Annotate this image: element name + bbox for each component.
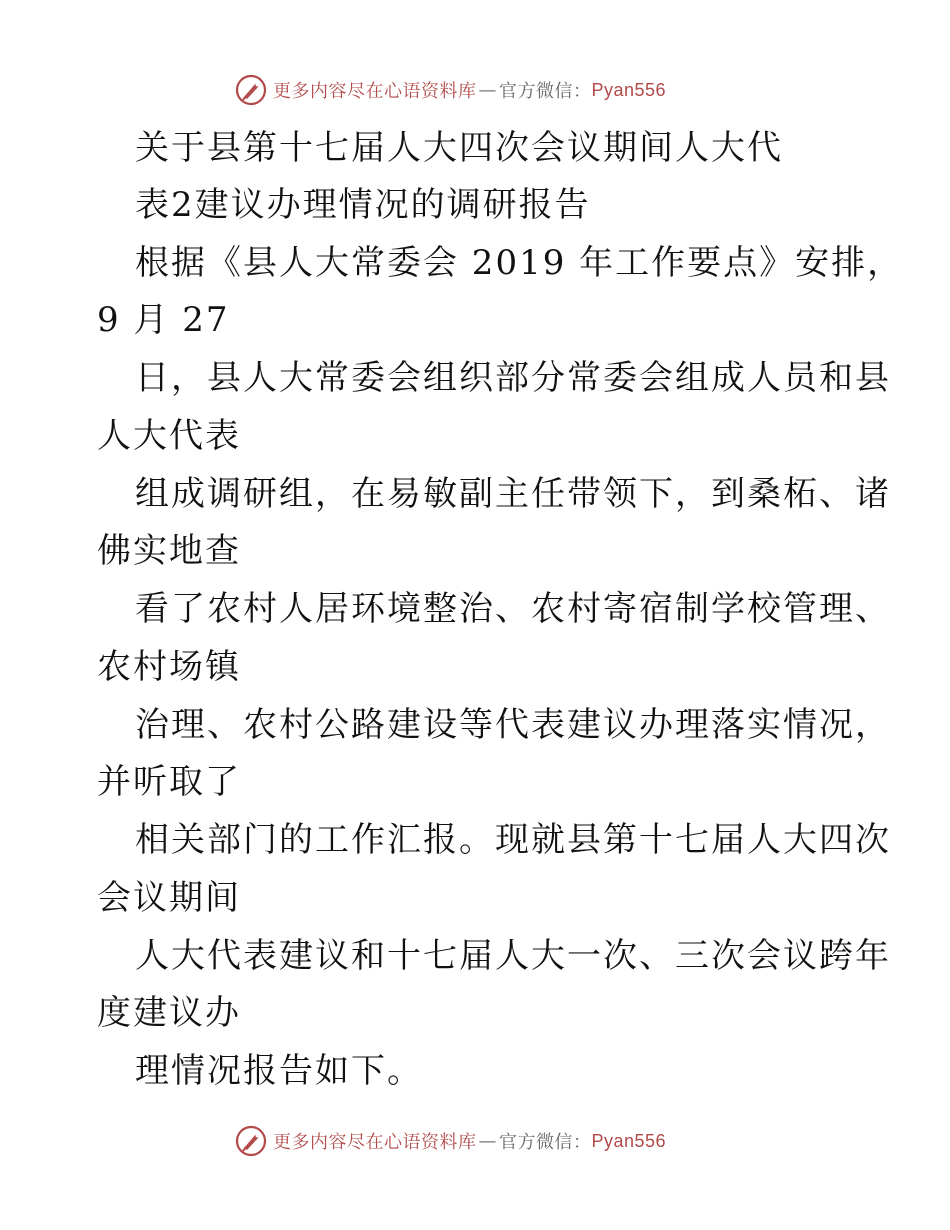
paragraph-line: 理情况报告如下。 (135, 1051, 423, 1091)
paragraph-line: 度建议办 (97, 993, 241, 1033)
quill-pen-circle-icon (235, 1125, 267, 1157)
paragraph-line: 相关部门的工作汇报。现就县第十七届人大四次 (135, 820, 891, 860)
watermark-main-text: 更多内容尽在心语资料库 (273, 1132, 477, 1153)
paragraph-line: 治理、农村公路建设等代表建议办理落实情况， (135, 705, 891, 745)
watermark-banner-bottom (235, 1124, 666, 1158)
paragraph-line: 人大代表建议和十七届人大一次、三次会议跨年 (135, 936, 891, 976)
paragraph-line: 佛实地查 (97, 531, 241, 571)
watermark-main-text: 更多内容尽在心语资料库 (273, 81, 477, 102)
paragraph-line: 人大代表 (97, 416, 241, 456)
paragraph-line: 日，县人大常委会组织部分常委会组成人员和县 (135, 358, 891, 398)
document-title-line-1: 关于县第十七届人大四次会议期间人大代 (135, 128, 783, 168)
watermark-separator: — (478, 1130, 497, 1152)
watermark-banner-top (235, 73, 666, 107)
watermark-wechat-label: 官方微信： (499, 81, 592, 102)
watermark-wechat-id: Pyan556 (591, 79, 667, 100)
paragraph-line: 9 月 27 (97, 300, 230, 340)
paragraph-line: 根据《县人大常委会 2019 年工作要点》安排， (135, 243, 904, 283)
paragraph-line: 会议期间 (97, 878, 241, 918)
watermark-separator: — (478, 79, 497, 101)
paragraph-line: 组成调研组，在易敏副主任带领下，到桑柘、诸 (135, 474, 891, 514)
watermark-wechat-label: 官方微信： (499, 1132, 592, 1153)
paragraph-line: 看了农村人居环境整治、农村寄宿制学校管理、 (135, 589, 891, 629)
paragraph-line: 农村场镇 (97, 647, 241, 687)
paragraph-line: 并听取了 (97, 762, 241, 802)
document-title-line-2: 表2建议办理情况的调研报告 (135, 185, 591, 225)
quill-pen-circle-icon (235, 74, 267, 106)
watermark-wechat-id: Pyan556 (591, 1130, 667, 1151)
